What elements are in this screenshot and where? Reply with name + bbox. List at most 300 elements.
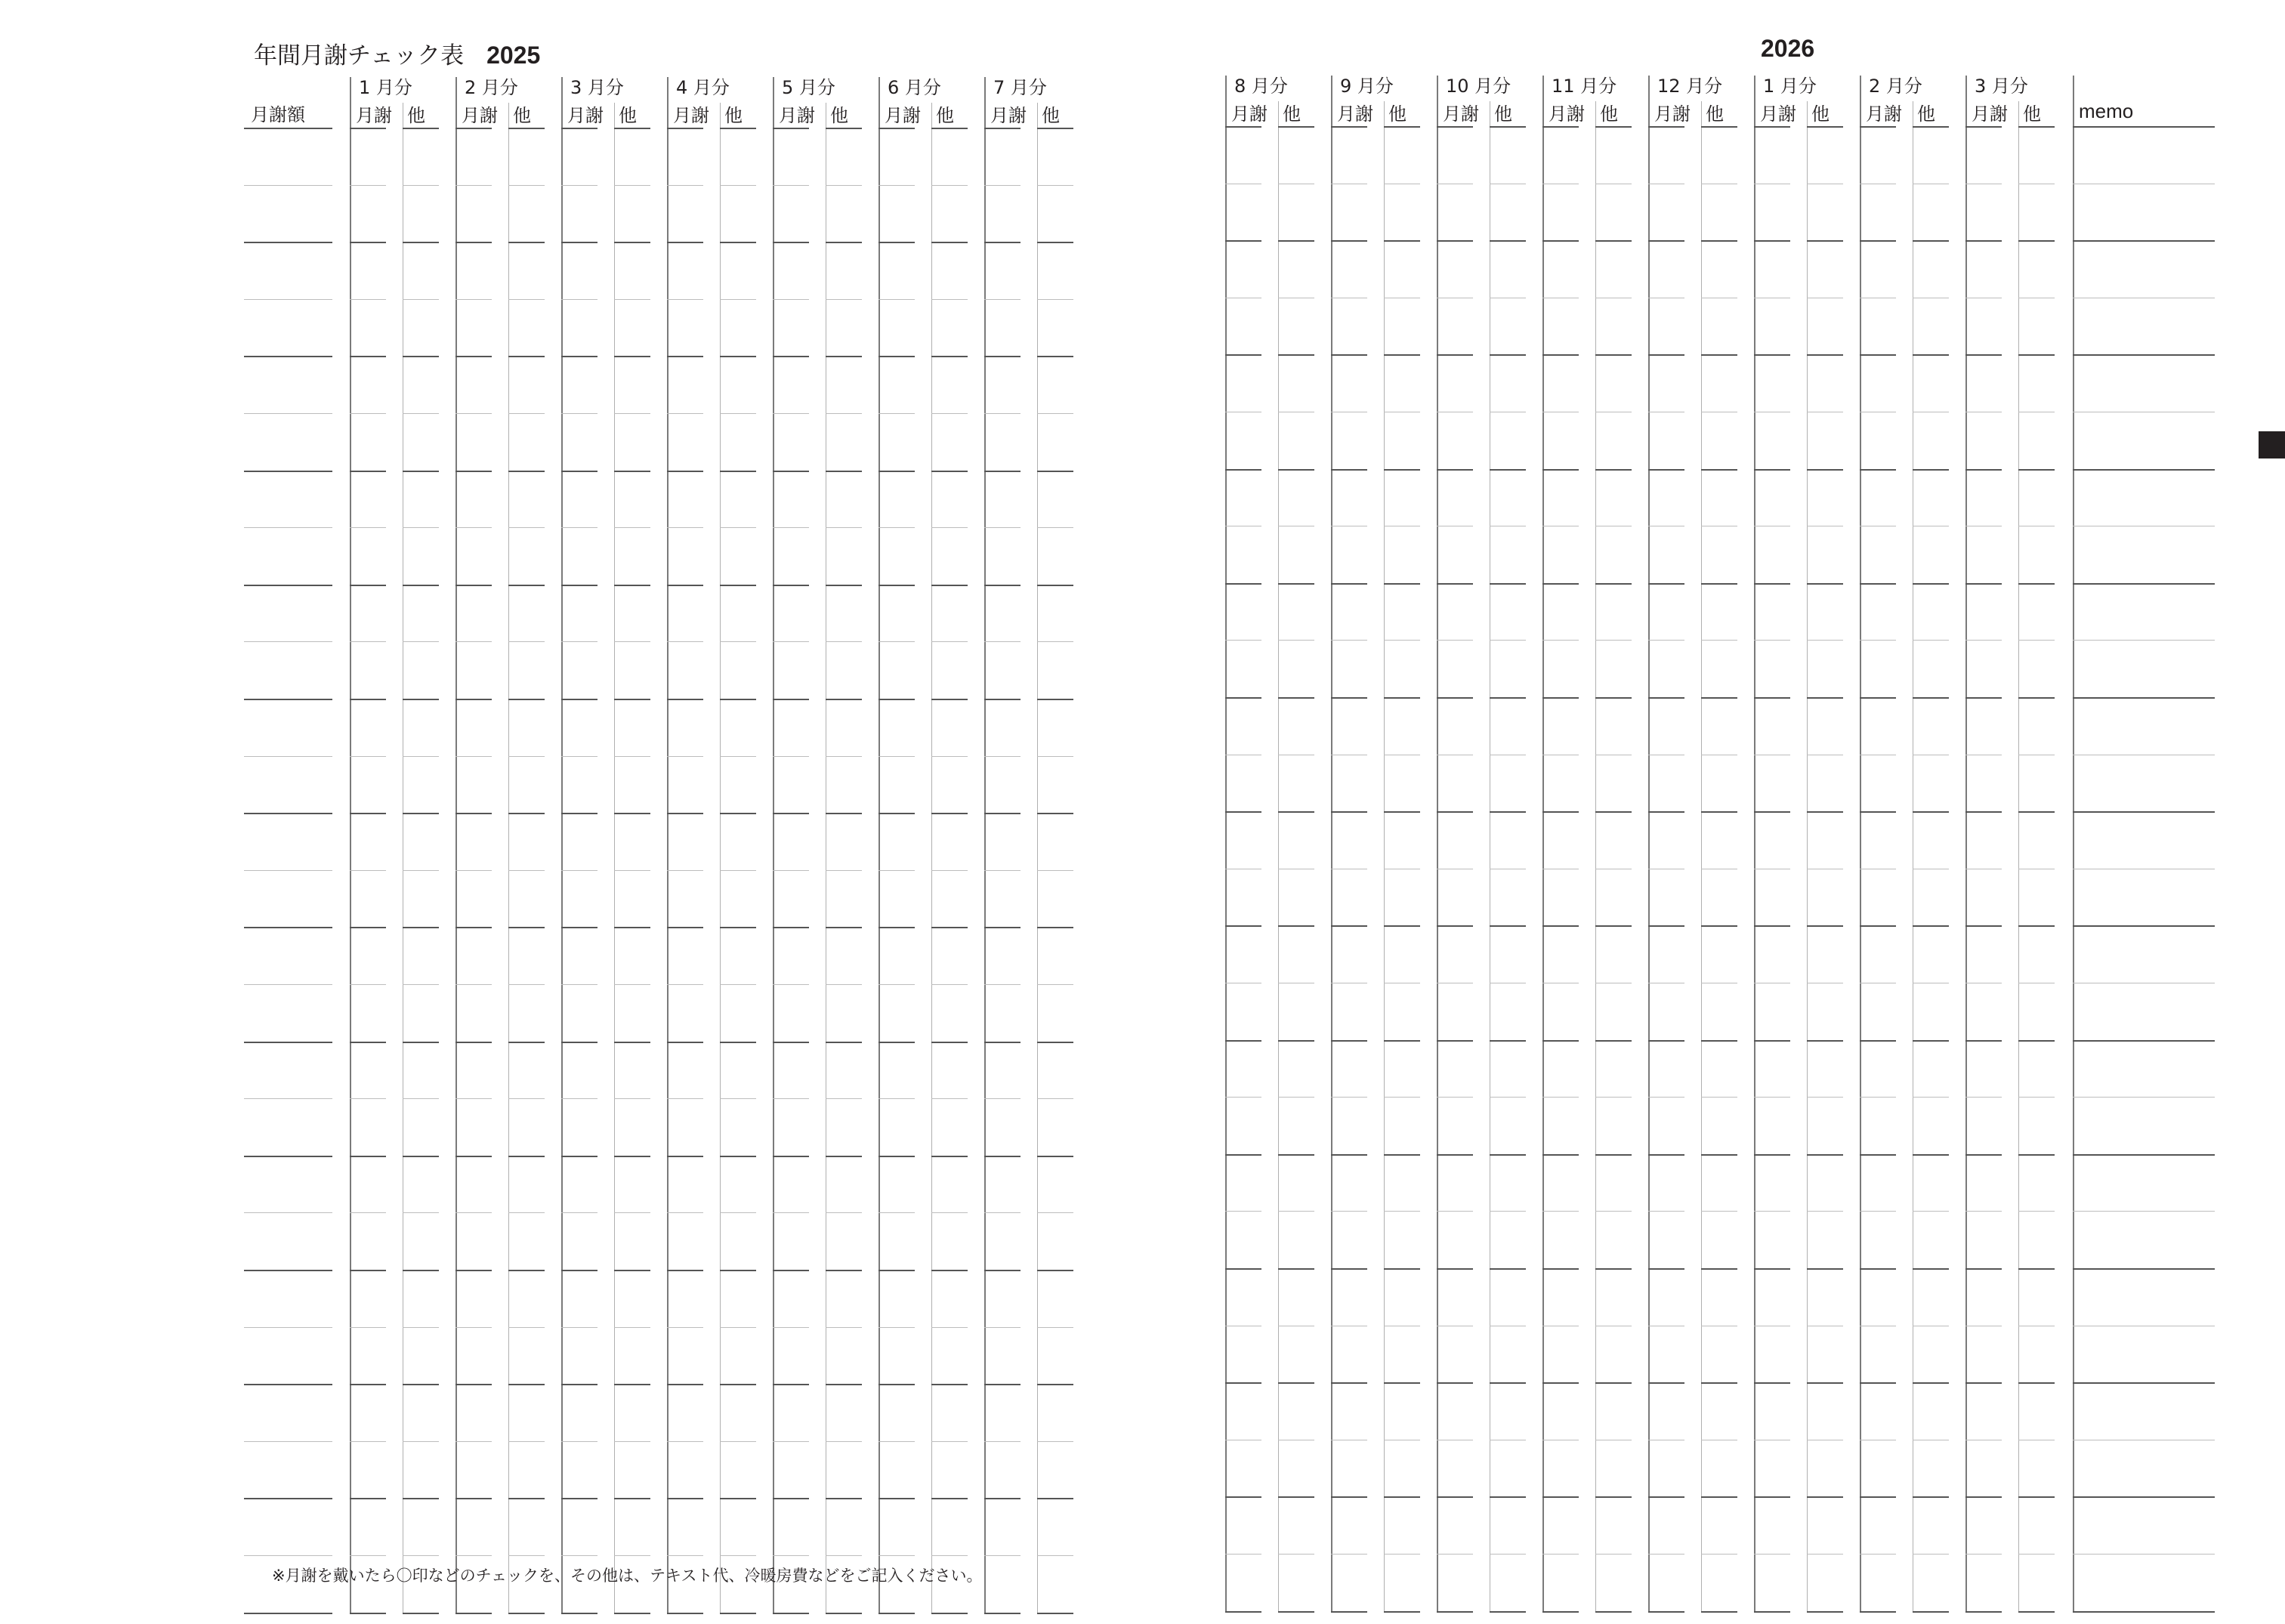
month-header: 10 月分 [1446, 76, 1511, 97]
fee-cell-line [1225, 697, 1261, 699]
other-cell-line [720, 242, 756, 243]
other-cell-line [1701, 1211, 1737, 1212]
other-cell-line [1701, 1382, 1737, 1384]
other-cell-line [826, 471, 862, 472]
other-cell-line [2018, 640, 2055, 641]
other-cell-line [1037, 699, 1073, 700]
other-cell-line [508, 1212, 545, 1213]
other-cell-line [1807, 640, 1843, 641]
other-subheader: 他 [513, 105, 531, 126]
fee-cell-line [1437, 925, 1473, 927]
other-cell-line [1384, 1154, 1420, 1156]
other-cell-line [931, 1498, 968, 1499]
fee-cell-line [1648, 1268, 1684, 1270]
fee-cell-line [1331, 697, 1367, 699]
month-divider [984, 77, 986, 1613]
fee-cell-line [561, 1098, 597, 1099]
fee-cell-line [1860, 1496, 1896, 1498]
other-cell-line [2018, 469, 2055, 471]
other-cell-line [614, 471, 650, 472]
month-header: 4 月分 [676, 77, 730, 98]
fee-cell-line [1542, 1554, 1579, 1555]
fee-cell-line [1754, 354, 1790, 356]
other-cell-line [508, 1156, 545, 1157]
other-cell-line [931, 1327, 968, 1328]
month-header: 7 月分 [993, 77, 1047, 98]
fee-cell-line [1331, 354, 1367, 356]
other-cell-line [1490, 640, 1526, 641]
fee-cell-line [1648, 1211, 1684, 1212]
other-subheader: 他 [1811, 103, 1830, 125]
fee-subheader: 月謝 [356, 105, 392, 126]
other-cell-line [403, 1613, 439, 1614]
fee-cell-line [561, 984, 597, 985]
other-cell-line [720, 1042, 756, 1043]
other-subheader: 他 [2023, 103, 2041, 125]
other-cell-line [826, 299, 862, 300]
fee-subheader: 月謝 [885, 105, 921, 126]
other-cell-line [720, 1441, 756, 1442]
other-cell-line [1595, 697, 1632, 699]
fee-cell-line [1437, 1154, 1473, 1156]
other-cell-line [1490, 1611, 1526, 1613]
fee-cell-line [1437, 697, 1473, 699]
index-tab-marker [2259, 431, 2285, 458]
fee-cell-line [455, 1555, 492, 1556]
other-cell-line [826, 1384, 862, 1385]
other-cell-line [1490, 1040, 1526, 1042]
other-cell-line [1701, 1611, 1737, 1613]
fee-cell-line [1754, 1040, 1790, 1042]
other-cell-line [1490, 1496, 1526, 1498]
amount-row-line [244, 1270, 332, 1271]
other-cell-line [1595, 1040, 1632, 1042]
other-cell-line [1490, 1554, 1526, 1555]
other-cell-line [1595, 925, 1632, 927]
other-cell-line [403, 1098, 439, 1099]
other-cell-line [508, 1441, 545, 1442]
fee-cell-line [984, 641, 1021, 642]
other-cell-line [1913, 811, 1949, 813]
fee-cell-line [878, 1327, 915, 1328]
other-divider [931, 103, 932, 1613]
other-cell-line [720, 699, 756, 700]
year-label-right: 2026 [1761, 35, 1815, 62]
other-subheader: 他 [1600, 103, 1618, 125]
fee-cell-line [984, 1098, 1021, 1099]
other-divider [614, 103, 615, 1613]
fee-cell-line [1860, 925, 1896, 927]
fee-cell-line [773, 242, 809, 243]
other-cell-line [826, 1441, 862, 1442]
fee-subheader: 月謝 [1337, 103, 1373, 125]
other-cell-line [1037, 299, 1073, 300]
fee-cell-line [1648, 697, 1684, 699]
fee-cell-line [1542, 469, 1579, 471]
title-text: 年間月謝チェック表 [254, 42, 465, 69]
fee-cell-line [667, 1327, 703, 1328]
fee-cell-line [350, 699, 386, 700]
memo-row-line [2073, 1382, 2215, 1384]
fee-cell-line [1542, 1268, 1579, 1270]
other-cell-line [508, 813, 545, 814]
other-cell-line [1701, 1496, 1737, 1498]
fee-cell-line [984, 1212, 1021, 1213]
other-cell-line [1701, 1154, 1737, 1156]
other-cell-line [931, 299, 968, 300]
amount-row-line [244, 356, 332, 357]
memo-row-line [2073, 126, 2215, 128]
other-cell-line [1490, 925, 1526, 927]
other-cell-line [720, 1498, 756, 1499]
other-cell-line [1807, 354, 1843, 356]
month-divider [1331, 76, 1332, 1611]
fee-cell-line [561, 356, 597, 357]
other-cell-line [1384, 1211, 1420, 1212]
amount-row-line [244, 299, 332, 300]
fee-cell-line [878, 356, 915, 357]
fee-cell-line [1860, 1268, 1896, 1270]
other-cell-line [1490, 354, 1526, 356]
other-cell-line [614, 299, 650, 300]
fee-cell-line [1542, 583, 1579, 585]
fee-cell-line [1965, 697, 2002, 699]
other-cell-line [1595, 1382, 1632, 1384]
other-divider [2018, 101, 2019, 1611]
other-cell-line [2018, 1040, 2055, 1042]
other-cell-line [1807, 1154, 1843, 1156]
other-cell-line [826, 984, 862, 985]
fee-cell-line [984, 585, 1021, 586]
other-cell-line [614, 242, 650, 243]
fee-cell-line [1437, 640, 1473, 641]
other-cell-line [1913, 354, 1949, 356]
month-divider [561, 77, 563, 1613]
other-cell-line [1037, 1613, 1073, 1614]
amount-row-line [244, 1042, 332, 1043]
footnote: ※月謝を戴いたら〇印などのチェックを、その他は、テキスト代、冷暖房費などをご記入ください。 [272, 1567, 983, 1585]
other-cell-line [1490, 1268, 1526, 1270]
amount-row-line [244, 927, 332, 928]
other-divider [1037, 103, 1038, 1613]
other-cell-line [403, 1498, 439, 1499]
month-header: 6 月分 [888, 77, 941, 98]
other-cell-line [1701, 640, 1737, 641]
other-cell-line [1595, 126, 1632, 128]
fee-cell-line [1542, 697, 1579, 699]
other-cell-line [403, 413, 439, 414]
other-cell-line [931, 242, 968, 243]
fee-cell-line [667, 813, 703, 814]
fee-cell-line [984, 1042, 1021, 1043]
other-divider [1701, 101, 1702, 1611]
fee-cell-line [667, 128, 703, 129]
other-cell-line [826, 1498, 862, 1499]
fee-cell-line [350, 813, 386, 814]
fee-cell-line [1437, 240, 1473, 242]
other-divider [720, 103, 721, 1613]
fee-cell-line [984, 1555, 1021, 1556]
fee-cell-line [561, 1156, 597, 1157]
other-cell-line [1278, 1382, 1314, 1384]
other-subheader: 他 [936, 105, 954, 126]
fee-cell-line [1965, 1268, 2002, 1270]
fee-cell-line [667, 1042, 703, 1043]
other-cell-line [1037, 242, 1073, 243]
other-cell-line [2018, 811, 2055, 813]
fee-cell-line [1754, 126, 1790, 128]
fee-cell-line [1754, 1611, 1790, 1613]
fee-cell-line [1331, 1382, 1367, 1384]
other-subheader: 他 [619, 105, 637, 126]
memo-row-line [2073, 1611, 2215, 1613]
fee-cell-line [350, 413, 386, 414]
other-cell-line [1037, 585, 1073, 586]
fee-cell-line [1860, 1097, 1896, 1098]
fee-cell-line [773, 585, 809, 586]
fee-cell-line [350, 756, 386, 757]
other-cell-line [931, 1156, 968, 1157]
other-cell-line [508, 1098, 545, 1099]
fee-cell-line [1648, 583, 1684, 585]
other-cell-line [1278, 1040, 1314, 1042]
month-header: 9 月分 [1340, 76, 1394, 97]
other-cell-line [1384, 1554, 1420, 1555]
other-cell-line [1595, 583, 1632, 585]
fee-cell-line [773, 813, 809, 814]
fee-cell-line [350, 1384, 386, 1385]
other-cell-line [1384, 1382, 1420, 1384]
fee-cell-line [1225, 1611, 1261, 1613]
other-cell-line [1278, 811, 1314, 813]
fee-cell-line [1965, 1382, 2002, 1384]
other-cell-line [931, 1042, 968, 1043]
fee-subheader: 月謝 [673, 105, 709, 126]
fee-cell-line [1331, 640, 1367, 641]
other-cell-line [403, 185, 439, 186]
amount-row-line [244, 756, 332, 757]
fee-cell-line [455, 1384, 492, 1385]
fee-cell-line [878, 128, 915, 129]
other-cell-line [508, 1555, 545, 1556]
fee-cell-line [1860, 354, 1896, 356]
other-cell-line [826, 1098, 862, 1099]
other-cell-line [720, 1270, 756, 1271]
other-cell-line [2018, 126, 2055, 128]
other-cell-line [1037, 1042, 1073, 1043]
fee-cell-line [667, 471, 703, 472]
fee-cell-line [1860, 1382, 1896, 1384]
other-cell-line [1037, 927, 1073, 928]
fee-cell-line [1542, 126, 1579, 128]
fee-cell-line [1754, 811, 1790, 813]
fee-cell-line [1965, 1040, 2002, 1042]
fee-cell-line [1437, 811, 1473, 813]
fee-cell-line [455, 242, 492, 243]
other-cell-line [2018, 240, 2055, 242]
other-cell-line [403, 1555, 439, 1556]
other-cell-line [614, 641, 650, 642]
other-cell-line [826, 641, 862, 642]
fee-cell-line [1860, 1554, 1896, 1555]
other-cell-line [826, 585, 862, 586]
month-header: 2 月分 [465, 77, 518, 98]
other-cell-line [931, 870, 968, 871]
fee-cell-line [773, 128, 809, 129]
fee-cell-line [1965, 354, 2002, 356]
fee-cell-line [350, 585, 386, 586]
fee-cell-line [1225, 1382, 1261, 1384]
amount-row-line [244, 1384, 332, 1385]
memo-row-line [2073, 1211, 2215, 1212]
fee-cell-line [773, 1327, 809, 1328]
fee-cell-line [455, 1613, 492, 1614]
other-cell-line [720, 299, 756, 300]
fee-cell-line [561, 756, 597, 757]
other-cell-line [508, 1327, 545, 1328]
fee-cell-line [1225, 1154, 1261, 1156]
other-cell-line [1037, 128, 1073, 129]
amount-row-line [244, 1555, 332, 1556]
fee-cell-line [455, 1270, 492, 1271]
fee-cell-line [561, 585, 597, 586]
fee-cell-line [878, 1498, 915, 1499]
other-cell-line [614, 699, 650, 700]
other-cell-line [403, 1270, 439, 1271]
fee-cell-line [561, 699, 597, 700]
amount-column-header: 月謝額 [251, 104, 305, 125]
memo-row-line [2073, 1040, 2215, 1042]
month-divider [878, 77, 880, 1613]
fee-cell-line [561, 927, 597, 928]
fee-cell-line [667, 756, 703, 757]
fee-cell-line [561, 1555, 597, 1556]
fee-cell-line [773, 299, 809, 300]
fee-cell-line [455, 299, 492, 300]
fee-cell-line [878, 927, 915, 928]
month-header: 1 月分 [359, 77, 412, 98]
other-cell-line [2018, 1154, 2055, 1156]
other-cell-line [403, 1212, 439, 1213]
other-cell-line [1278, 640, 1314, 641]
other-cell-line [508, 699, 545, 700]
fee-cell-line [1331, 1611, 1367, 1613]
fee-cell-line [1965, 469, 2002, 471]
other-cell-line [1913, 126, 1949, 128]
fee-cell-line [1225, 469, 1261, 471]
fee-subheader: 月謝 [1866, 103, 1902, 125]
other-cell-line [614, 1327, 650, 1328]
other-cell-line [614, 813, 650, 814]
other-cell-line [403, 128, 439, 129]
month-header: 1 月分 [1763, 76, 1817, 97]
other-cell-line [403, 585, 439, 586]
other-cell-line [508, 1042, 545, 1043]
other-cell-line [508, 984, 545, 985]
fee-cell-line [455, 585, 492, 586]
fee-cell-line [350, 242, 386, 243]
other-cell-line [720, 1384, 756, 1385]
fee-cell-line [1225, 1268, 1261, 1270]
fee-cell-line [350, 1327, 386, 1328]
fee-cell-line [773, 1441, 809, 1442]
fee-cell-line [773, 1498, 809, 1499]
other-cell-line [1913, 469, 1949, 471]
other-cell-line [508, 641, 545, 642]
other-cell-line [1807, 811, 1843, 813]
other-subheader: 他 [1706, 103, 1724, 125]
fee-cell-line [667, 1270, 703, 1271]
other-cell-line [1807, 1211, 1843, 1212]
fee-cell-line [773, 984, 809, 985]
amount-row-line [244, 585, 332, 586]
fee-cell-line [1648, 1154, 1684, 1156]
other-cell-line [403, 527, 439, 528]
fee-cell-line [1648, 354, 1684, 356]
fee-subheader: 月謝 [1549, 103, 1585, 125]
other-cell-line [403, 927, 439, 928]
other-cell-line [720, 1156, 756, 1157]
other-cell-line [508, 756, 545, 757]
other-cell-line [1913, 1040, 1949, 1042]
other-cell-line [931, 641, 968, 642]
fee-subheader: 月謝 [1443, 103, 1479, 125]
other-subheader: 他 [407, 105, 425, 126]
fee-cell-line [878, 1156, 915, 1157]
fee-cell-line [878, 870, 915, 871]
other-cell-line [508, 585, 545, 586]
other-cell-line [1037, 984, 1073, 985]
memo-row-line [2073, 583, 2215, 585]
fee-cell-line [561, 1270, 597, 1271]
fee-cell-line [984, 1327, 1021, 1328]
other-cell-line [1913, 925, 1949, 927]
other-cell-line [826, 1555, 862, 1556]
other-cell-line [826, 1270, 862, 1271]
other-cell-line [826, 1042, 862, 1043]
fee-cell-line [350, 356, 386, 357]
other-subheader: 他 [1283, 103, 1301, 125]
month-header: 3 月分 [570, 77, 624, 98]
other-cell-line [1037, 1156, 1073, 1157]
other-cell-line [1701, 697, 1737, 699]
fee-cell-line [667, 870, 703, 871]
fee-cell-line [350, 1098, 386, 1099]
other-cell-line [1384, 354, 1420, 356]
other-cell-line [1490, 583, 1526, 585]
other-cell-line [826, 527, 862, 528]
fee-cell-line [1754, 640, 1790, 641]
fee-cell-line [1754, 240, 1790, 242]
other-cell-line [1384, 1268, 1420, 1270]
fee-cell-line [984, 699, 1021, 700]
other-cell-line [1701, 1268, 1737, 1270]
fee-cell-line [1965, 583, 2002, 585]
fee-cell-line [667, 984, 703, 985]
fee-cell-line [1437, 1496, 1473, 1498]
other-cell-line [931, 699, 968, 700]
fee-cell-line [1542, 240, 1579, 242]
other-cell-line [1701, 126, 1737, 128]
other-cell-line [2018, 1268, 2055, 1270]
fee-cell-line [1965, 1097, 2002, 1098]
fee-cell-line [561, 1613, 597, 1614]
fee-cell-line [561, 813, 597, 814]
fee-cell-line [1648, 469, 1684, 471]
other-subheader: 他 [1042, 105, 1060, 126]
other-cell-line [403, 1441, 439, 1442]
other-cell-line [403, 984, 439, 985]
